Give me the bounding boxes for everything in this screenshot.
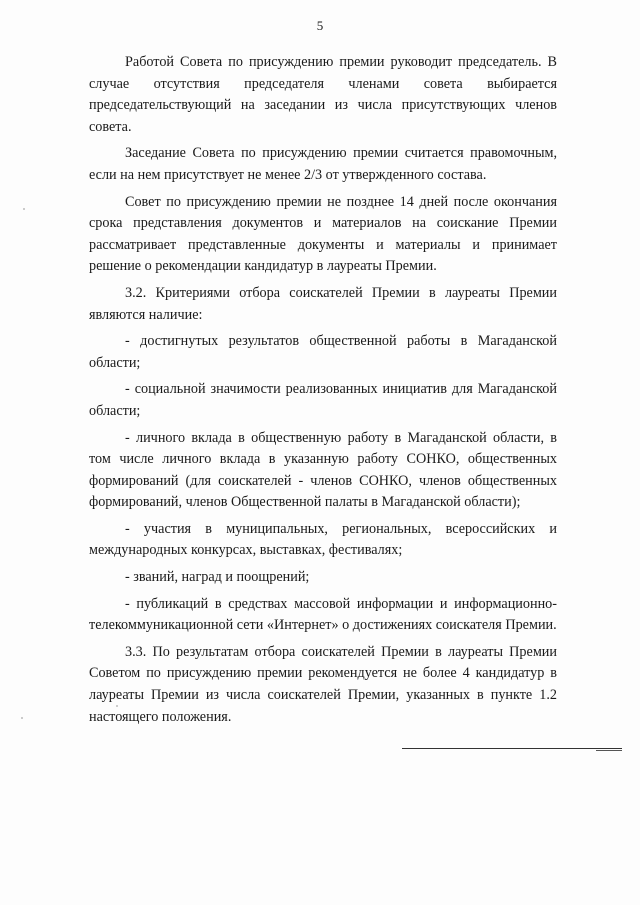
section-3-3-paragraph: 3.3. По результатам отбора соискателей Премии в лауреаты Премии Советом по присуждению премии рекомендуется не более 4 кандидатур в лауреаты Премии из числа соискателей Премии, указанных в пункте 1.2 настоящего положения. (89, 643, 557, 725)
end-of-text-rule (402, 748, 622, 749)
criteria-item-contribution: - личного вклада в общественную работу в Магаданской области, в том числе личного вклада в указанную работу СОНКО, общественных формирований (для соискателей - членов СОНКО, членов общественных формирований, членов Общественной палаты в Магаданской области); (89, 429, 557, 511)
criteria-item-awards: - званий, наград и поощрений; (125, 569, 310, 586)
scan-speck (116, 705, 118, 707)
document-body (89, 52, 557, 733)
section-3-2-heading: 3.2. Критериями отбора соискателей Премии в лауреаты Премии являются наличие: (89, 284, 557, 323)
scan-speck (23, 208, 25, 210)
paragraph-review-deadline: Совет по присуждению премии не позднее 14 дней после окончания срока представления документов и материалов на соискание Премии рассматривает представленные документы и материалы и принимает решение о рекомендации кандидатур в лауреаты Премии. (89, 193, 557, 275)
criteria-item-significance: - социальной значимости реализованных инициатив для Магаданской области; (89, 381, 557, 419)
paragraph-quorum: Заседание Совета по присуждению премии считается правомочным, если на нем присутствует не менее 2/3 от утвержденного состава. (89, 145, 557, 183)
page-number: 5 (316, 18, 324, 33)
end-of-text-rule-tail (596, 750, 622, 751)
paragraph-chair: Работой Совета по присуждению премии руководит председатель. В случае отсутствия председателя членами совета выбирается председательствующий на заседании из числа присутствующих членов совета. (89, 54, 557, 135)
criteria-item-contests: - участия в муниципальных, региональных, всероссийских и международных конкурсах, выставках, фестивалях; (89, 520, 557, 559)
scan-speck (21, 717, 23, 719)
criteria-item-publications: - публикаций в средствах массовой информации и информационно-телекоммуникационной сети «Интернет» о достижениях соискателя Премии. (89, 595, 557, 634)
criteria-item-results: - достигнутых результатов общественной работы в Магаданской области; (89, 333, 557, 371)
